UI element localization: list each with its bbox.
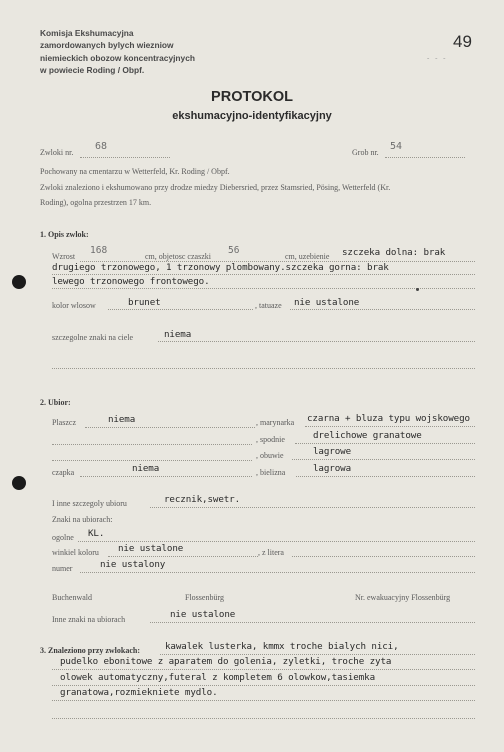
field-line — [52, 685, 475, 686]
obuwie-value: lagrowe — [313, 446, 352, 457]
czaszka-value: 56 — [228, 245, 240, 256]
inne-value: recznik,swetr. — [164, 494, 241, 505]
kolor-value: brunet — [128, 297, 161, 308]
wzrost-label: Wzrost — [52, 252, 76, 261]
field-line — [150, 507, 475, 508]
field-line — [80, 476, 252, 477]
spodnie-label: , spodnie — [256, 435, 285, 444]
obuwie-label: , obuwie — [256, 451, 284, 460]
page-title: PROTOKOL — [211, 89, 293, 105]
field-line — [52, 274, 475, 275]
zwloki-value: 68 — [95, 141, 108, 152]
cm-label: cm, objetosc czaszki — [145, 252, 211, 261]
winkiel-value: nie ustalone — [118, 543, 184, 554]
czapka-label: czapka — [52, 468, 75, 477]
buchenwald-label: Buchenwald — [52, 593, 92, 602]
z-litera-label: , z litera — [258, 548, 284, 557]
field-line — [385, 157, 465, 158]
punch-hole — [12, 275, 26, 289]
numer-label: numer — [52, 564, 73, 573]
field-line — [290, 309, 475, 310]
bielizna-label: , bielizna — [256, 468, 286, 477]
znaki-value: niema — [164, 329, 192, 340]
field-line — [296, 476, 475, 477]
found-items: pudelko ebonitowe z aparatem do golenia, zyletki, troche zyta — [60, 656, 392, 667]
pencil-marks: - - - — [427, 54, 448, 62]
found-items: olowek automatyczny,futeral z kompletem 6 olowkow,tasiemka — [60, 672, 376, 683]
burial-line: Pochowany na cmentarzu w Wetterfeld, Kr. Roding / Obpf. — [40, 167, 230, 176]
organization-header — [40, 27, 195, 77]
org-line: zamordowanych bylych wiezniow — [40, 40, 174, 51]
czapka-value: niema — [132, 463, 160, 474]
field-line — [160, 654, 475, 655]
found-items: granatowa,rozmiekniete mydlo. — [60, 687, 218, 698]
uzebienie-value: drugiego trzonowego, 1 trzonowy plombowany.szczeka gorna: brak — [52, 262, 389, 273]
section-heading: 1. Opis zwlok: — [40, 230, 89, 239]
field-line — [150, 622, 475, 623]
uzebienie-value: lewego trzonowego frontowego. — [52, 276, 210, 287]
field-line — [108, 309, 253, 310]
section-heading: 2. Ubior: — [40, 398, 71, 407]
page-subtitle: ekshumacyjno-identyfikacyjny — [172, 110, 332, 122]
field-line — [52, 368, 475, 369]
uzebienie-value: szczeka dolna: brak — [342, 247, 446, 258]
field-line — [78, 541, 475, 542]
field-line — [52, 288, 475, 289]
grob-label: Grob nr. — [352, 148, 379, 157]
zwloki-label: Zwloki nr. — [40, 148, 74, 157]
ink-dot — [416, 288, 419, 291]
field-line — [52, 444, 252, 445]
page-number: 49 — [453, 32, 472, 51]
org-line: Komisja Ekshumacyjna — [40, 28, 134, 38]
inne-label: I inne szczegoly ubioru — [52, 499, 127, 508]
grob-value: 54 — [390, 141, 403, 152]
znaki-label: szczegolne znaki na ciele — [52, 333, 134, 342]
field-line — [292, 556, 475, 557]
wzrost-value: 168 — [90, 245, 108, 256]
spodnie-value: drelichowe granatowe — [313, 430, 422, 441]
burial-line: Roding), ogolna przestrzen 17 km. — [40, 198, 152, 207]
field-line — [52, 460, 252, 461]
tatuaze-value: nie ustalone — [294, 297, 360, 308]
inne-znaki-value: nie ustalone — [170, 609, 236, 620]
field-line — [292, 459, 475, 460]
field-line — [85, 427, 255, 428]
flossenburg-label: Flossenbürg — [185, 593, 224, 602]
ogolne-label: ogolne — [52, 533, 74, 542]
field-line — [80, 572, 475, 573]
marynarka-value: czarna + bluza typu wojskowego — [307, 413, 470, 424]
section-heading: 3. Znaleziono przy zwlokach: — [40, 646, 140, 655]
plaszcz-label: Plaszcz — [52, 418, 76, 427]
cm-label: cm, uzebienie — [285, 252, 330, 261]
plaszcz-value: niema — [108, 414, 136, 425]
kolor-label: kolor wlosow — [52, 301, 96, 310]
ogolne-value: KL. — [88, 528, 105, 539]
marynarka-label: , marynarka — [256, 418, 295, 427]
field-line — [52, 700, 475, 701]
field-line — [80, 157, 170, 158]
field-line — [158, 341, 475, 342]
znaki-ubior-label: Znaki na ubiorach: — [52, 515, 113, 524]
tatuaze-label: , tatuaze — [255, 301, 282, 310]
burial-line: Zwloki znaleziono i ekshumowano przy drodze miedzy Diebersried, przez Stamsried, Pösing, Wetterfeld (Kr. — [40, 183, 391, 192]
field-line — [52, 669, 475, 670]
inne-znaki-label: Inne znaki na ubiorach — [52, 615, 126, 624]
nr-ewakuacyjny-label: Nr. ewakuacyjny Flossenbürg — [355, 593, 451, 602]
bielizna-value: lagrowa — [313, 463, 352, 474]
numer-value: nie ustalony — [100, 559, 166, 570]
field-line — [305, 426, 475, 427]
punch-hole — [12, 476, 26, 490]
field-line — [52, 718, 475, 719]
winkiel-label: winkiel koloru — [52, 548, 99, 557]
org-line: niemieckich obozow koncentracyjnych — [40, 52, 195, 63]
org-line: w powiecie Roding / Obpf. — [40, 65, 145, 76]
found-items: kawalek lusterka, kmmx troche bialych nici, — [165, 641, 399, 652]
field-line — [295, 443, 475, 444]
field-line — [108, 556, 258, 557]
